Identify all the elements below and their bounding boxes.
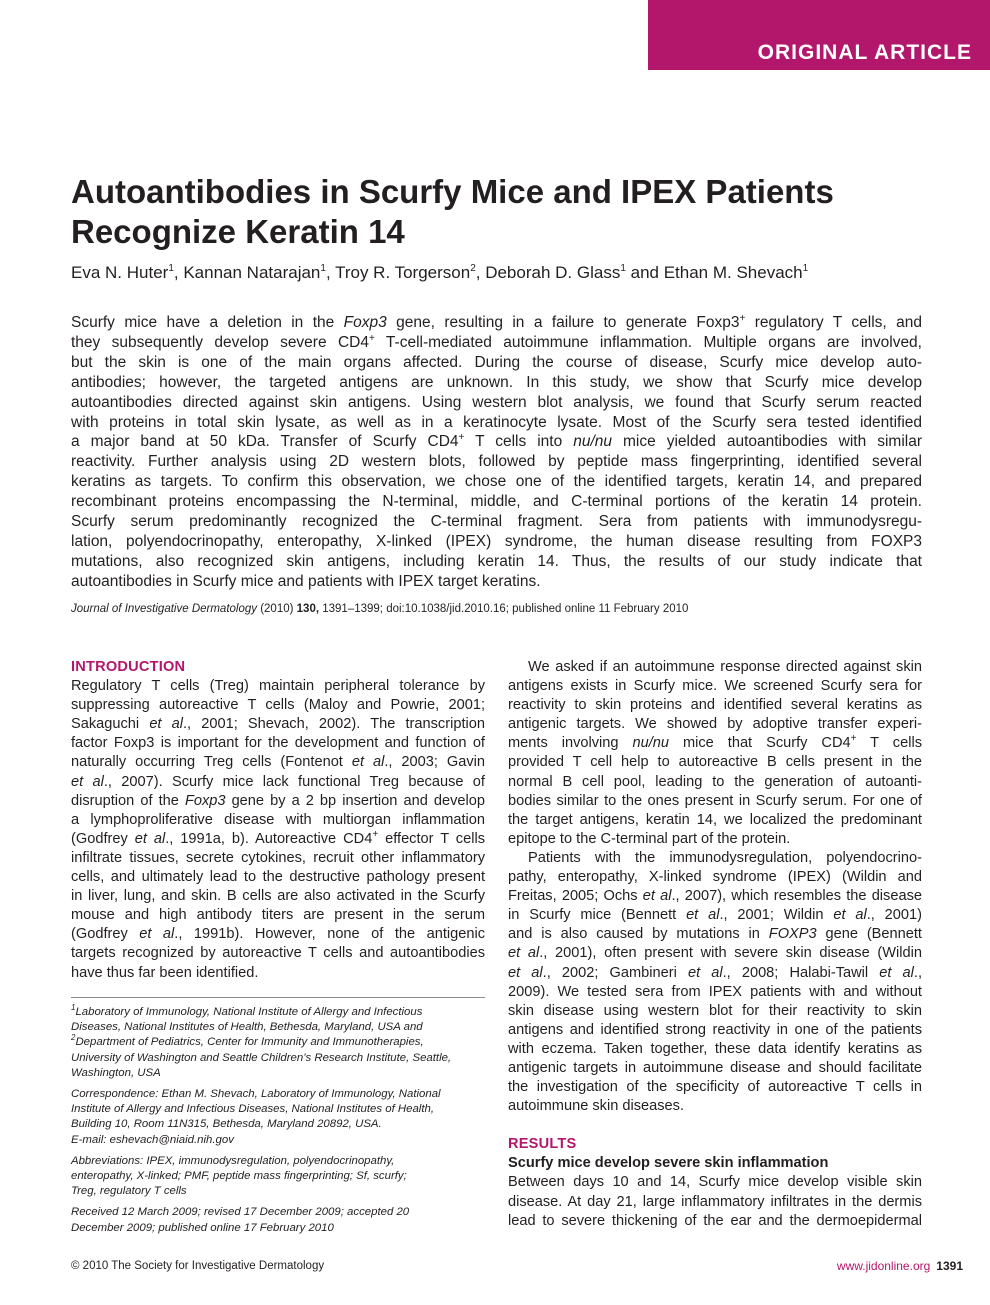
- body-line: antigenic targets in autoimmune disease and should facilitate: [508, 1059, 922, 1076]
- body-line: in Scurfy mice (Bennett et al., 2001; Wildin et al., 2001): [508, 907, 922, 924]
- author-name: Eva N. Huter: [71, 263, 169, 282]
- body-line: et al., 2002; Gambineri et al., 2008; Halabi-Tawil et al.,: [508, 964, 923, 981]
- article-type-banner: [648, 0, 990, 70]
- footnote-line: Institute of Allergy and Infectious Diseases, National Institutes of Health,: [71, 1103, 435, 1116]
- results-body: [508, 1173, 922, 1230]
- body-line: et al., 2007). Scurfy mice lack functional Treg because of: [71, 773, 485, 790]
- body-line: Between days 10 and 14, Scurfy mice develop visible skin: [508, 1174, 922, 1191]
- results-heading: RESULTS: [508, 1136, 577, 1153]
- footnote-line: Correspondence: Ethan M. Shevach, Laboratory of Immunology, National: [71, 1088, 441, 1101]
- introduction-body: [71, 677, 485, 983]
- page-footer: [837, 1259, 963, 1273]
- affiliation-marker: 1: [620, 263, 626, 274]
- body-line: mouse and high antibody titers are present in the serum: [71, 907, 485, 924]
- body-line: and is also caused by mutations in FOXP3 gene (Bennett: [508, 926, 922, 943]
- abstract-line: a major band at 50 kDa. Transfer of Scurfy CD4+ T cells into nu/nu mice yielded autoantibodies with similar: [71, 432, 922, 451]
- author-list: Eva N. Huter$^1$, Kannan Natarajan$^1$, Troy R. Torgerson$^2$, Deborah D. Glass$^1$ and Ethan M. Shevach$^1$: [71, 263, 809, 282]
- body-line: Regulatory T cells (Treg) maintain peripheral tolerance by: [71, 678, 485, 695]
- body-line: Sakaguchi et al., 2001; Shevach, 2002). The transcription: [71, 716, 485, 733]
- abstract-line: autoantibodies directed against skin antigens. Using western blot analysis, we found that Scurfy serum reacted: [71, 393, 922, 411]
- footnotes: [71, 1005, 451, 1236]
- body-line: targets recognized by autoreactive T cells and autoantibodies: [71, 945, 485, 962]
- intro-paragraph-3: [508, 849, 922, 1116]
- footnote-divider: [71, 997, 485, 998]
- body-line: epitope to the C-terminal part of the protein.: [508, 830, 791, 847]
- affiliation-marker: 1: [168, 263, 174, 274]
- abstract-line: Scurfy serum predominantly recognized the C-terminal fragment. Sera from patients with immunodysregu-: [71, 513, 922, 531]
- footnote-line: E-mail: eshevach@niaid.nih.gov: [71, 1133, 234, 1146]
- body-line: the target antigens, keratin 14, we localized the predominant: [508, 811, 922, 828]
- body-line: autoimmune skin diseases.: [508, 1098, 685, 1115]
- abstract-line: keratins as targets. To confirm this observation, we chose one of the identified targets, keratin 14, and prepared: [71, 473, 922, 491]
- abstract-line: they subsequently develop severe CD4+ T-cell-mediated autoimmune inflammation. Multiple organs are involved,: [71, 332, 922, 351]
- abstract-line: recombinant proteins encompassing the N-terminal, middle, and C-terminal portions of the keratin 14 protein.: [71, 493, 922, 511]
- body-line: skin disease using western blot for their reactivity to skin: [508, 1002, 922, 1019]
- body-line: (Godfrey et al., 1991b). However, none of the antigenic: [71, 926, 486, 943]
- footnote-line: $^1$Laboratory of Immunology, National Institute of Allergy and Infectious: [71, 1003, 423, 1018]
- body-line: in liver, lung, and skin. B cells are also activated in the Scurfy: [71, 888, 485, 905]
- footnote-line: $^2$Department of Pediatrics, Center for Immunity and Immunotherapies,: [71, 1033, 424, 1049]
- footnote-line: enteropathy, X-linked; PMF, peptide mass fingerprinting; Sf, scurfy;: [71, 1170, 407, 1183]
- body-line: normal B cell pool, leading to the generation of autoanti-: [508, 773, 922, 790]
- results-subheading: Scurfy mice develop severe skin inflammation: [508, 1155, 829, 1172]
- footnote-line: University of Washington and Seattle Children’s Research Institute, Seattle,: [71, 1051, 452, 1064]
- abstract: [71, 313, 922, 592]
- body-line: the investigation of the specificity of autoreactive T cells in: [508, 1079, 922, 1096]
- body-line: bodies similar to the ones present in Scurfy serum. For one of: [508, 792, 922, 809]
- abstract-line: autoantibodies in Scurfy mice and patients with IPEX target keratins.: [71, 572, 541, 590]
- abstract-line: but the skin is one of the main organs affected. During the course of disease, Scurfy mice develop auto-: [71, 353, 922, 371]
- author-name: Kannan Natarajan: [183, 263, 321, 282]
- abstract-line: Scurfy mice have a deletion in the Foxp3 gene, resulting in a failure to generate Foxp3+ regulatory T cells, and: [71, 313, 922, 331]
- journal-citation: Journal of Investigative Dermatology (2010) 130, 1391–1399; doi:10.1038/jid.2010.16; published online 11 February 2010: [71, 603, 689, 615]
- body-line: 2009). We tested sera from IPEX patients with and without: [508, 983, 922, 1000]
- body-line: cells, and ultimately lead to the destructive pathology present: [71, 869, 485, 886]
- body-line: have thus far been identified.: [71, 964, 259, 981]
- body-line: et al., 2001), often present with severe skin disease (Wildin: [508, 945, 922, 962]
- body-line: provided T cell help to autoreactive B cells present in the: [508, 754, 922, 771]
- abstract-line: with proteins in total skin lysate, as well as in a keratinocyte lysate. Most of the Scurfy sera tested identified: [71, 413, 922, 431]
- title-line: Recognize Keratin 14: [71, 213, 405, 250]
- copyright-notice: © 2010 The Society for Investigative Dermatology: [71, 1260, 325, 1272]
- body-line: reactivity to skin proteins and identified several keratins as: [508, 697, 922, 714]
- body-line: factor Foxp3 is important for the development and function of: [71, 735, 485, 752]
- body-line: lead to severe thickening of the ear and the dermoepidermal: [508, 1212, 922, 1229]
- body-line: (Godfrey et al., 1991a, b). Autoreactive CD4+ effector T cells: [71, 828, 485, 847]
- body-line: infiltrate tissues, secrete cytokines, recruit other inflammatory: [71, 849, 485, 866]
- article-type-label: ORIGINAL ARTICLE: [757, 41, 972, 64]
- body-line: antigens and identified strong reactivity in one of the patients: [508, 1021, 922, 1038]
- footnote-line: Treg, regulatory T cells: [71, 1185, 187, 1198]
- body-line: Freitas, 2005; Ochs et al., 2007), which resembles the disease: [508, 888, 922, 905]
- body-line: pathy, enteropathy, X-linked syndrome (IPEX) (Wildin and: [508, 869, 922, 886]
- footnote-line: Diseases, National Institutes of Health, Bethesda, Maryland, USA and: [71, 1021, 423, 1034]
- title-line: Autoantibodies in Scurfy Mice and IPEX Patients: [71, 173, 834, 210]
- author-name: Deborah D. Glass: [485, 263, 621, 282]
- body-line: We asked if an autoimmune response directed against skin: [528, 659, 922, 675]
- footnote-line: Received 12 March 2009; revised 17 December 2009; accepted 20: [71, 1206, 410, 1219]
- body-line: disruption of the Foxp3 gene by a 2 bp insertion and develop: [71, 792, 485, 809]
- affiliation-marker: 1: [802, 263, 809, 274]
- right-column: [508, 658, 922, 1231]
- affiliation-marker: 2: [470, 263, 476, 274]
- abstract-line: mutations, also recognized skin antigens, including keratin 14. Thus, the results of our study indicate that: [71, 552, 922, 570]
- body-line: antigens exists in Scurfy mice. We screened Scurfy sera for: [508, 678, 922, 695]
- footnote-line: Building 10, Room 11N315, Bethesda, Maryland 20892, USA.: [71, 1118, 382, 1131]
- body-line: ments involving nu/nu mice that Scurfy CD4+ T cells: [508, 733, 922, 752]
- journal-url-link[interactable]: www.jidonline.org: [836, 1259, 931, 1273]
- page-number: 1391: [936, 1259, 963, 1273]
- footnote-line: December 2009; published online 17 February 2010: [71, 1221, 334, 1234]
- affiliation-marker: 1: [320, 263, 326, 274]
- body-line: a lymphoproliferative disease with multiorgan inflammation: [71, 811, 485, 828]
- footnote-line: Washington, USA: [71, 1066, 161, 1079]
- intro-paragraph-2: [508, 658, 922, 849]
- introduction-heading: INTRODUCTION: [71, 659, 186, 675]
- abstract-line: antibodies; however, the targeted antigens are unknown. In this study, we show that Scurfy mice develop: [71, 373, 922, 391]
- abstract-line: lation, polyendocrinopathy, enteropathy, X-linked (IPEX) syndrome, the human disease resulting from FOXP3: [71, 532, 922, 550]
- author-name: Troy R. Torgerson: [335, 263, 471, 282]
- body-line: suppressing autoreactive T cells (Maloy and Powrie, 2001;: [71, 697, 485, 714]
- author-name: Ethan M. Shevach: [663, 263, 803, 282]
- left-column: [71, 658, 485, 983]
- body-line: disease. At day 21, large inflammatory infiltrates in the dermis: [508, 1193, 922, 1210]
- body-line: with eczema. Taken together, these data identify keratins as: [508, 1040, 922, 1057]
- body-line: antigenic targets. We showed by adoptive transfer experi-: [508, 716, 922, 733]
- body-line: Patients with the immunodysregulation, polyendocrino-: [528, 849, 922, 866]
- abstract-line: reactivity. Further analysis using 2D western blots, followed by peptide mass fingerprinting, identified several: [71, 453, 922, 471]
- article-title: [71, 172, 951, 252]
- body-line: naturally occurring Treg cells (Fontenot et al., 2003; Gavin: [71, 754, 485, 771]
- footnote-line: Abbreviations: IPEX, immunodysregulation, polyendocrinopathy,: [71, 1154, 395, 1167]
